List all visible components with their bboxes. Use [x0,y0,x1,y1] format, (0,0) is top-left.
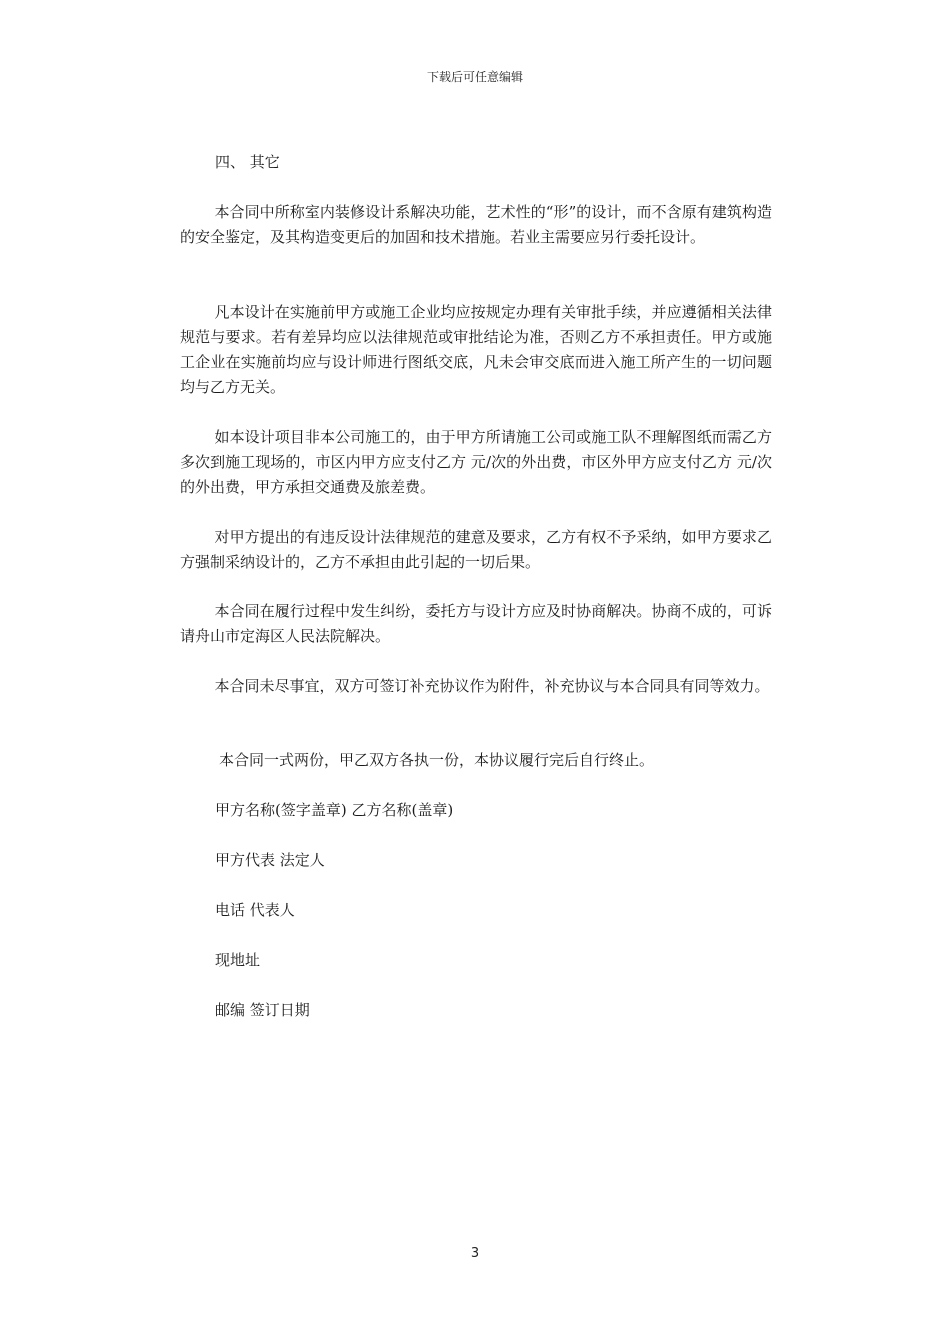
paragraph-approval-procedures: 凡本设计在实施前甲方或施工企业均应按规定办理有关审批手续，并应遵循相关法律规范与要求。若有差异均应以法律规范或审批结论为准，否则乙方不承担责任。甲方或施工企业在实施前均应与设计师进行图纸交底，凡未会审交底而进入施工所产生的一切问题均与乙方无关。 [180,303,772,396]
signature-phone: 电话 代表人 [215,901,295,919]
paragraph-design-scope: 本合同中所称室内装修设计系解决功能，艺术性的“形”的设计，而不含原有建筑构造的安全鉴定，及其构造变更后的加固和技术措施。若业主需要应另行委托设计。 [180,203,772,246]
paragraph-supplementary-agreement: 本合同未尽事宜，双方可签订补充协议作为附件，补充协议与本合同具有同等效力。 [214,677,770,695]
signature-postcode-date: 邮编 签订日期 [215,1001,310,1019]
paragraph-site-visit-fees: 如本设计项目非本公司施工的，由于甲方所请施工公司或施工队不理解图纸而需乙方多次到施工现场的，市区内甲方应支付乙方 元/次的外出费，市区外甲方应支付乙方 元/次的外出费，甲方承担交通费及旅差费。 [180,428,772,496]
section-heading: 四、 其它 [215,153,280,171]
page-number: 3 [470,1246,480,1261]
paragraph-copies: 本合同一式两份，甲乙双方各执一份，本协议履行完后自行终止。 [219,751,655,769]
signature-address: 现地址 [215,951,261,969]
paragraph-dispute-resolution: 本合同在履行过程中发生纠纷，委托方与设计方应及时协商解决。协商不成的，可诉请舟山市定海区人民法院解决。 [180,602,772,645]
signature-representative: 甲方代表 法定人 [215,851,325,869]
paragraph-rejection-right: 对甲方提出的有违反设计法律规范的建意及要求，乙方有权不予采纳，如甲方要求乙方强制采纳设计的，乙方不承担由此引起的一切后果。 [180,528,772,571]
signature-party-names: 甲方名称(签字盖章) 乙方名称(盖章) [215,801,454,819]
header-note: 下载后可任意编辑 [426,70,523,84]
